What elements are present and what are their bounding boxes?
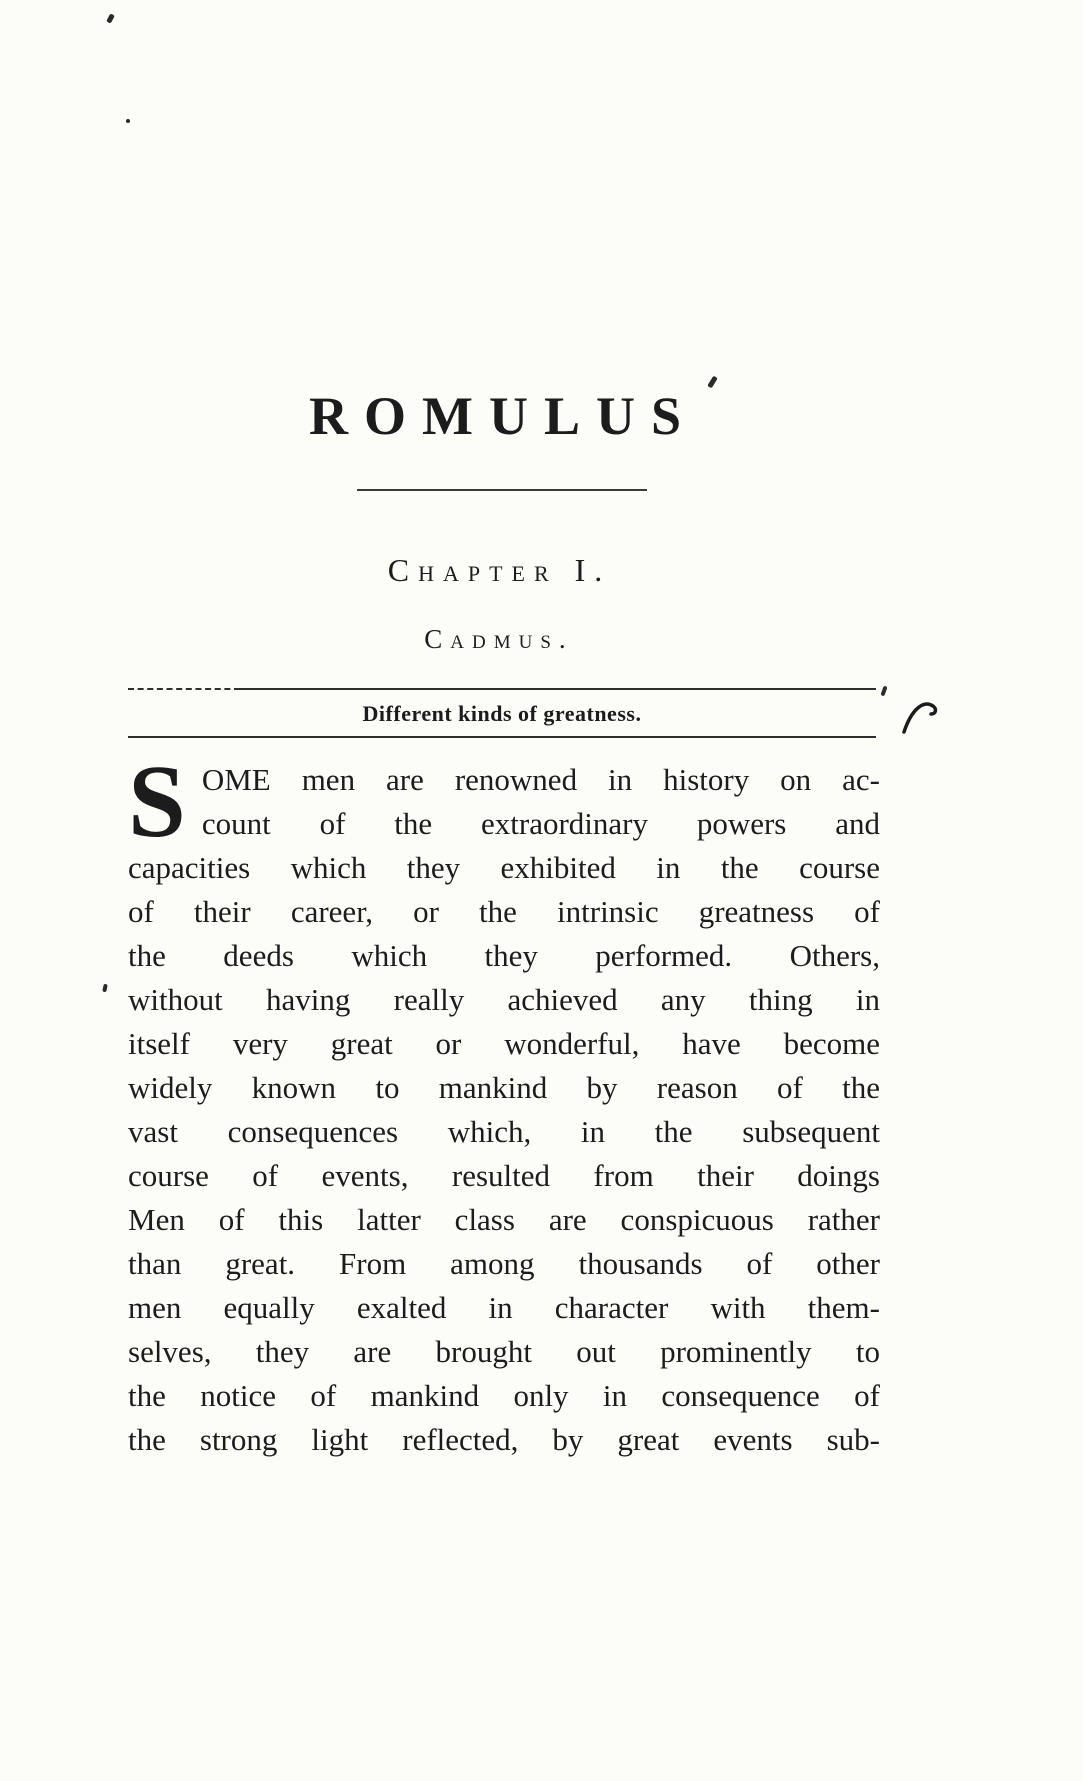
text-line: men equally exalted in character with them- (128, 1290, 880, 1325)
text-line: course of events, resulted from their doings (128, 1158, 880, 1193)
text-line: vast consequences which, in the subsequent (128, 1114, 880, 1149)
text-line: Men of this latter class are conspicuous rather (128, 1202, 880, 1237)
section-note: Different kinds of greatness. (362, 701, 642, 726)
text-line: of their career, or the intrinsic greatness of (128, 894, 880, 929)
body-text (128, 744, 880, 1462)
section-note-box (128, 688, 876, 738)
text-line: than great. From among thousands of other (128, 1246, 880, 1281)
page-title: ROMULUS (308, 386, 697, 446)
text-line: capacities which they exhibited in the course (128, 850, 880, 885)
text-line: the strong light reflected, by great events sub- (128, 1422, 880, 1457)
rule-dashed-segment (128, 688, 240, 690)
scan-speck (102, 984, 108, 993)
text-line: count of the extraordinary powers and (201, 806, 880, 841)
chapter-subheading: Cadmus. (424, 624, 574, 654)
text-line: OME men are renowned in history on ac- (201, 762, 880, 797)
text-line: widely known to mankind by reason of the (128, 1070, 880, 1105)
title-divider (357, 489, 647, 491)
pen-mark-icon (900, 696, 946, 736)
text-line: the notice of mankind only in consequence of (128, 1378, 880, 1413)
scan-speck (106, 13, 115, 23)
text-line: the deeds which they performed. Others, (128, 938, 880, 973)
text-line: without having really achieved any thing in (128, 982, 880, 1017)
chapter-heading: Chapter I. (387, 552, 612, 588)
rule-solid-segment (240, 688, 876, 690)
scan-speck (880, 686, 887, 697)
text-line: selves, they are brought out prominently to (128, 1334, 880, 1369)
text-line: itself very great or wonderful, have become (128, 1026, 880, 1061)
drop-cap: S (128, 744, 186, 859)
scan-speck (126, 119, 130, 123)
